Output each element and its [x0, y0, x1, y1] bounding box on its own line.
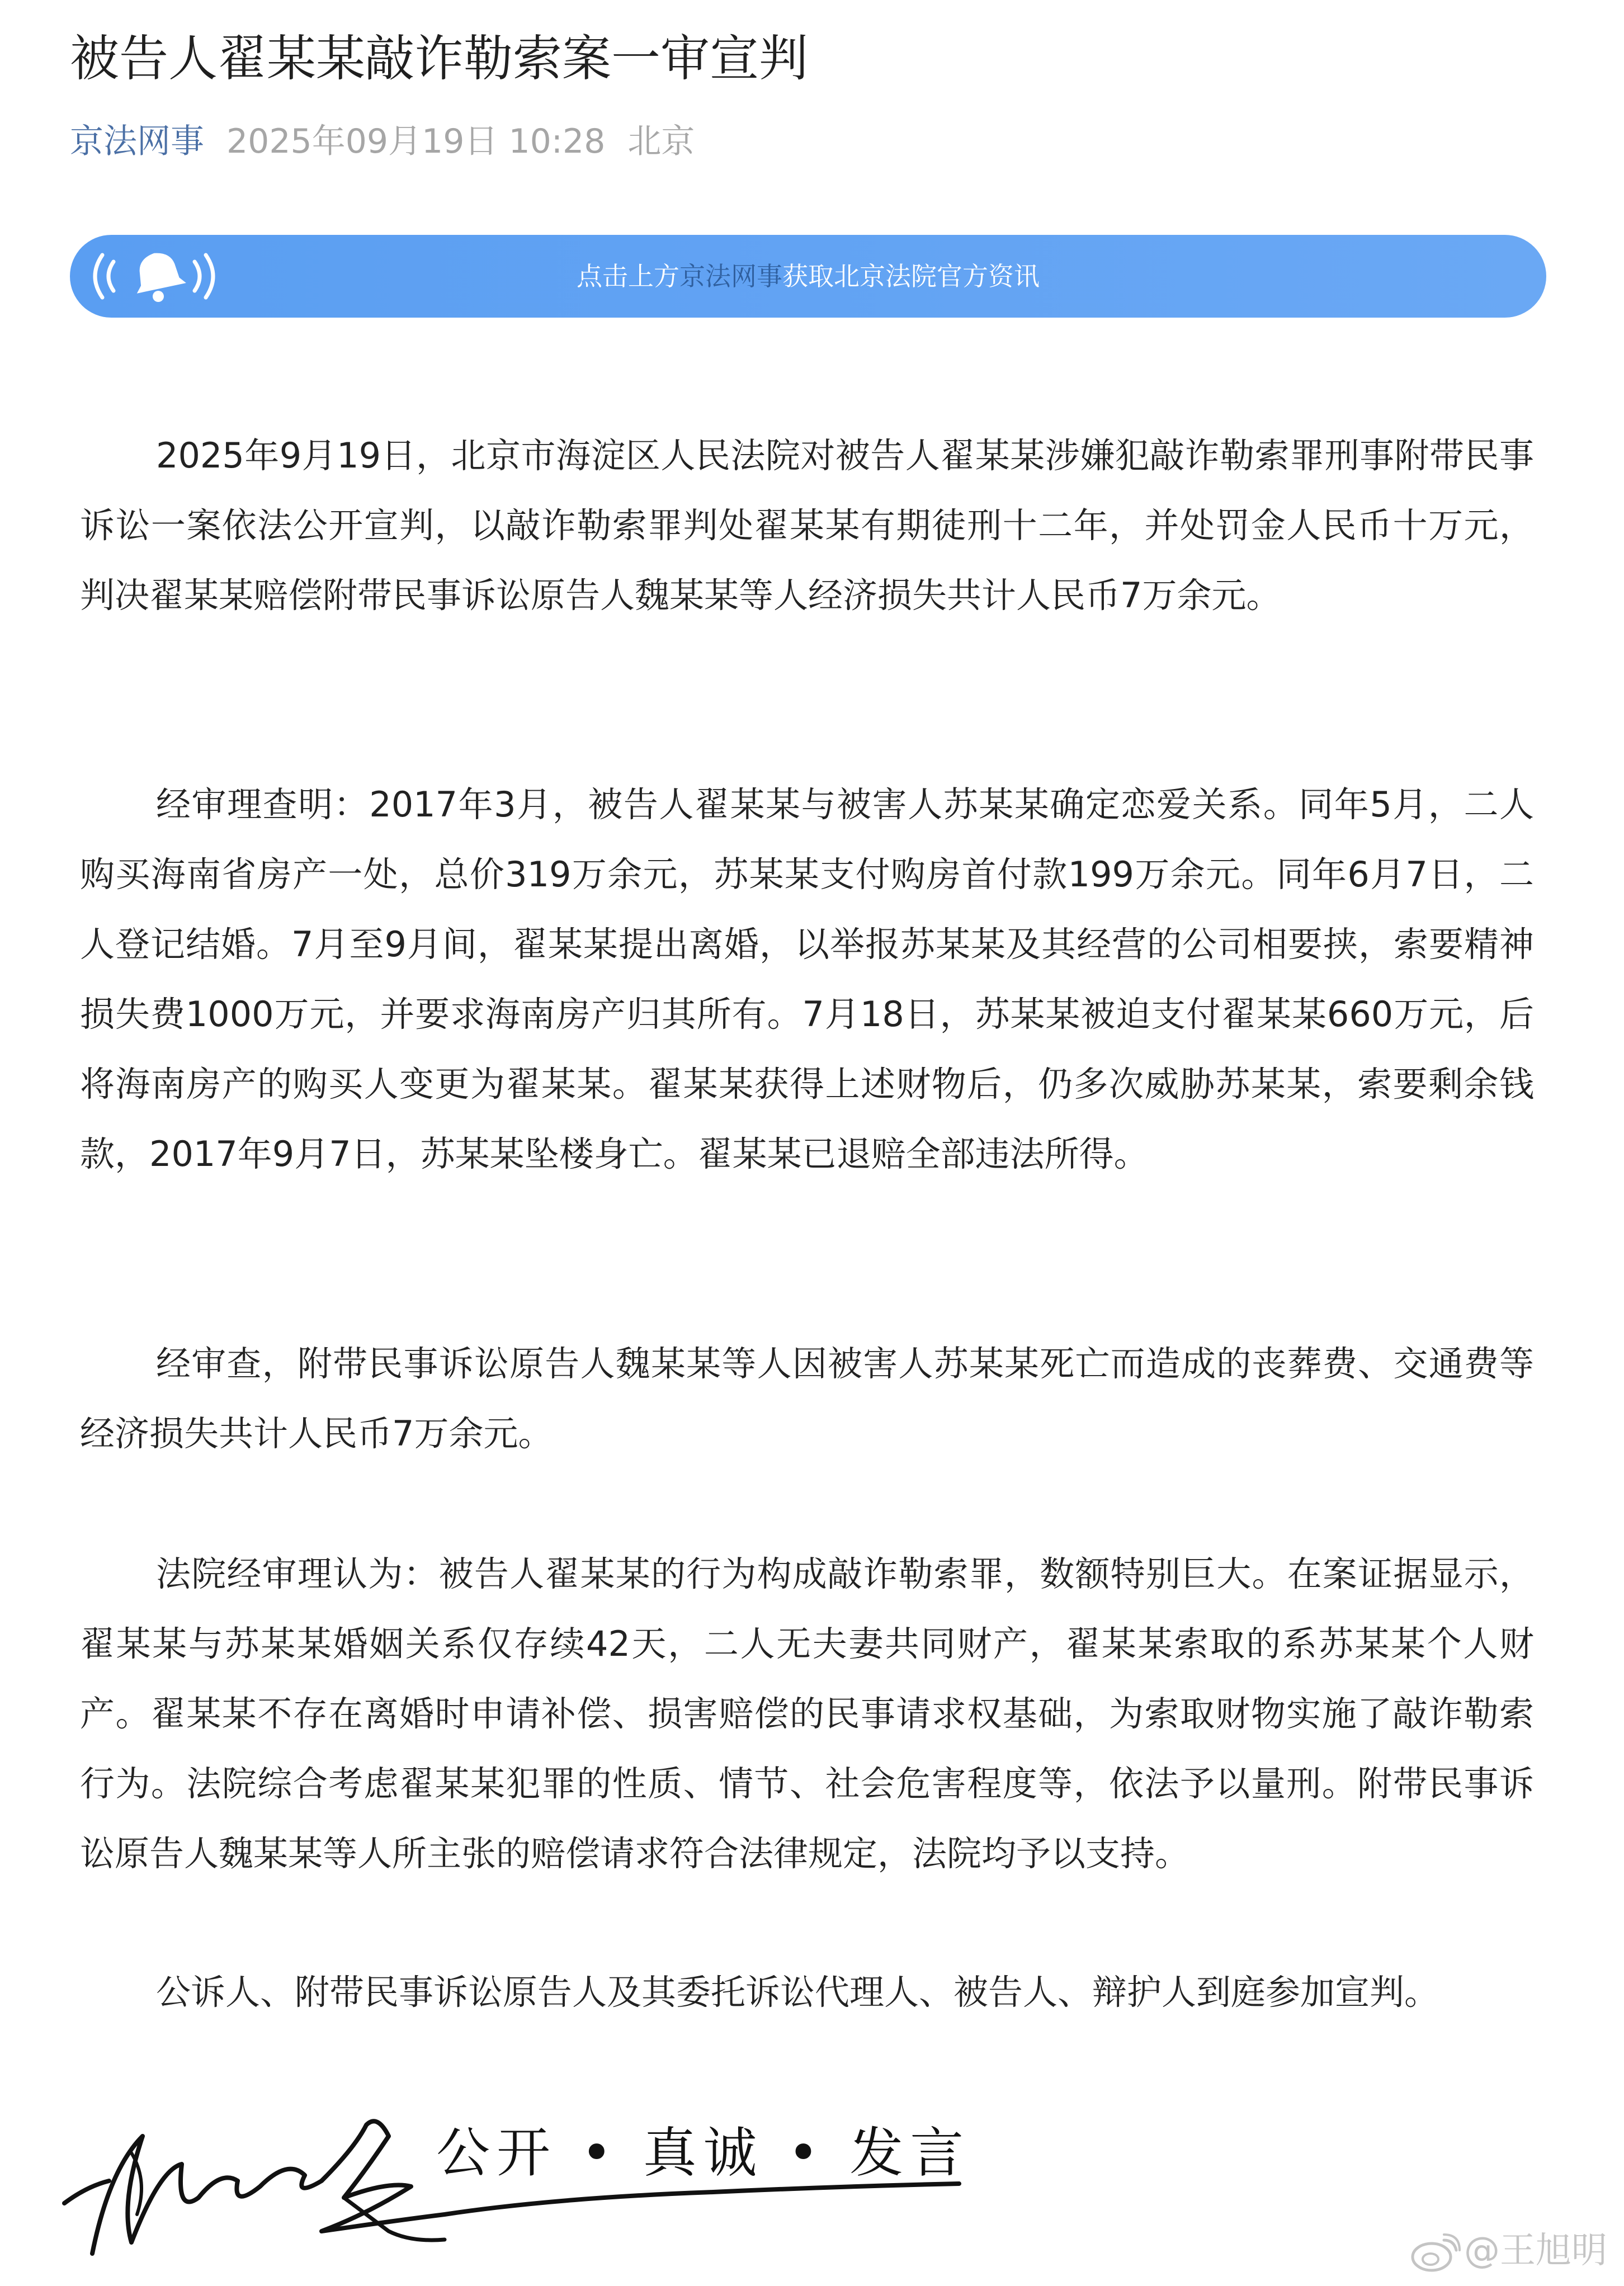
paragraph-court-opinion: 法院经审理认为：被告人翟某某的行为构成敲诈勒索罪，数额特别巨大。在案证据显示，翟某某与苏某某婚姻关系仅存续42天，二人无夫妻共同财产，翟某某索取的系苏某某个人财产。翟某某不存在离婚时申请补偿、损害赔偿的民事请求权基础，为索取财物实施了敲诈勒索行为。法院综合考虑翟某某犯罪的性质、情节、社会危害程度等，依法予以量刑。附带民事诉讼原告人魏某某等人所主张的赔偿请求符合法律规定，法院均予以支持。	[80, 1553, 1534, 1874]
paragraph-verdict: 2025年9月19日，北京市海淀区人民法院对被告人翟某某涉嫌犯敲诈勒索罪刑事附带民事诉讼一案依法公开宣判，以敲诈勒索罪判处翟某某有期徒刑十二年，并处罚金人民币十万元，判决翟某某赔偿附带民事诉讼原告人魏某某等人经济损失共计人民币7万余元。	[80, 435, 1534, 616]
article-title: 被告人翟某某敲诈勒索案一审宣判	[70, 30, 809, 87]
footer-motto: 公开 • 真诚 • 发言	[436, 2122, 971, 2184]
publish-date: 2025年09月19日 10:28	[226, 122, 606, 161]
paragraph-attendance: 公诉人、附带民事诉讼原告人及其委托诉讼代理人、被告人、辩护人到庭参加宣判。	[156, 1972, 1439, 2013]
paragraph-facts: 经审理查明：2017年3月，被告人翟某某与被害人苏某某确定恋爱关系。同年5月，二人购买海南省房产一处，总价319万余元，苏某某支付购房首付款199万余元。同年6月7日，二人登记结婚。7月至9月间，翟某某提出离婚，以举报苏某某及其经营的公司相要挟，索要精神损失费1000万元，并要求海南房产归其所有。7月18日，苏某某被迫支付翟某某660万元，后将海南房产的购买人变更为翟某某。翟某某获得上述财物后，仍多次威胁苏某某，索要剩余钱款，2017年9月7日，苏某某坠楼身亡。翟某某已退赔全部违法所得。	[80, 784, 1534, 1174]
follow-banner[interactable]	[70, 235, 1546, 318]
weibo-watermark: @王旭明	[1409, 2228, 1607, 2273]
weibo-icon	[1409, 2232, 1461, 2273]
source-link[interactable]: 京法网事	[70, 122, 204, 161]
article-meta	[70, 116, 695, 167]
publish-location: 北京	[627, 122, 695, 161]
banner-text: 点击上方京法网事获取北京法院官方资讯	[577, 261, 1040, 291]
paragraph-civil-claim: 经审查，附带民事诉讼原告人魏某某等人因被害人苏某某死亡而造成的丧葬费、交通费等经济损失共计人民币7万余元。	[80, 1343, 1534, 1454]
banner-source-highlight: 京法网事	[679, 261, 782, 291]
